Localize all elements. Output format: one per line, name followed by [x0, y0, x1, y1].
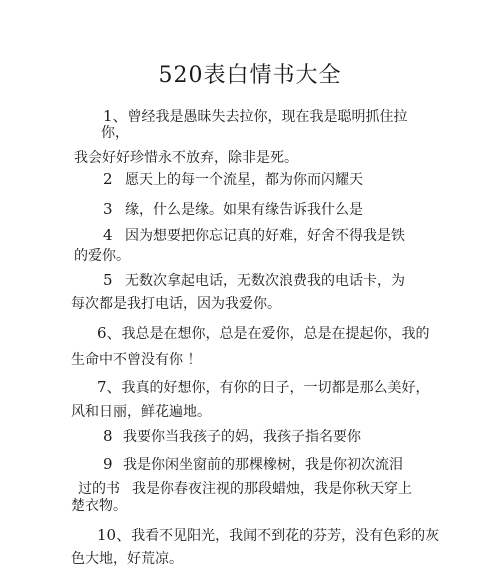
list-item-4-line-1	[103, 226, 405, 245]
item-6-number: 6、	[97, 324, 122, 342]
item-4-text-1: 因为想要把你忘记真的好难，好舍不得我是铁	[125, 228, 405, 244]
list-item-7-line-2: 风和日丽，鲜花遍地。	[71, 404, 211, 420]
list-item-1-line-3: 我会好好珍惜永不放弃，除非是死。	[74, 150, 298, 166]
list-item-9-line-1	[103, 455, 403, 474]
item-9-text-2: 过的书	[78, 481, 120, 497]
item-4-number: 4	[103, 226, 113, 244]
list-item-9-line-2	[78, 480, 412, 498]
item-2-text-1: 愿天上的每一个流星，都为你而闪耀天	[125, 172, 363, 188]
item-5-number: 5	[103, 271, 113, 289]
document-title: 520表白情书大全	[158, 63, 342, 88]
list-item-3-line-1	[103, 200, 363, 219]
item-6-text-1: 我总是在想你，总是在爱你，总是在提起你，我的	[121, 326, 430, 342]
list-item-6-line-1	[97, 324, 430, 343]
item-5-text-1: 无数次拿起电话，无数次浪费我的电话卡，为	[125, 273, 405, 289]
item-1-text-1: 曾经我是愚昧失去拉你，现在我是聪明抓住拉	[127, 109, 408, 125]
list-item-7-line-1	[97, 378, 430, 397]
list-item-1-line-1	[103, 107, 408, 126]
list-item-10-line-1	[97, 526, 439, 545]
item-8-number: 8	[103, 427, 113, 445]
item-9-number: 9	[103, 455, 113, 473]
item-3-number: 3	[103, 200, 113, 218]
list-item-4-line-2: 的爱你。	[74, 248, 130, 264]
item-7-number: 7、	[97, 378, 122, 396]
list-item-10-line-2: 色大地，好荒凉。	[71, 551, 183, 567]
item-9-text-3: 我是你春夜注视的那段蜡烛，我是你秋天穿上	[132, 481, 412, 497]
list-item-1-line-2: 你，	[101, 125, 129, 141]
list-item-9-line-4: 楚衣物。	[71, 498, 127, 514]
item-3-text-1: 缘，什么是缘。如果有缘告诉我什么是	[125, 202, 363, 218]
item-8-text-1: 我要你当我孩子的妈，我孩子指名要你	[123, 429, 361, 445]
item-7-text-1: 我真的好想你，有你的日子，一切都是那么美好，	[121, 380, 430, 396]
list-item-5-line-1	[103, 271, 405, 290]
list-item-2-line-1	[103, 170, 363, 189]
list-item-8-line-1	[103, 427, 361, 446]
item-10-text-1: 我看不见阳光，我闻不到花的芬芳，没有色彩的灰	[131, 528, 440, 544]
list-item-6-line-2: 生命中不曾没有你 ！	[71, 352, 202, 368]
item-2-number: 2	[103, 170, 113, 188]
list-item-5-line-2: 每次都是我打电话，因为我爱你。	[71, 296, 281, 312]
item-10-number: 10、	[97, 526, 132, 544]
item-1-number: 1、	[103, 107, 128, 125]
item-9-text-1: 我是你闲坐窗前的那棵橡树，我是你初次流泪	[123, 457, 403, 473]
